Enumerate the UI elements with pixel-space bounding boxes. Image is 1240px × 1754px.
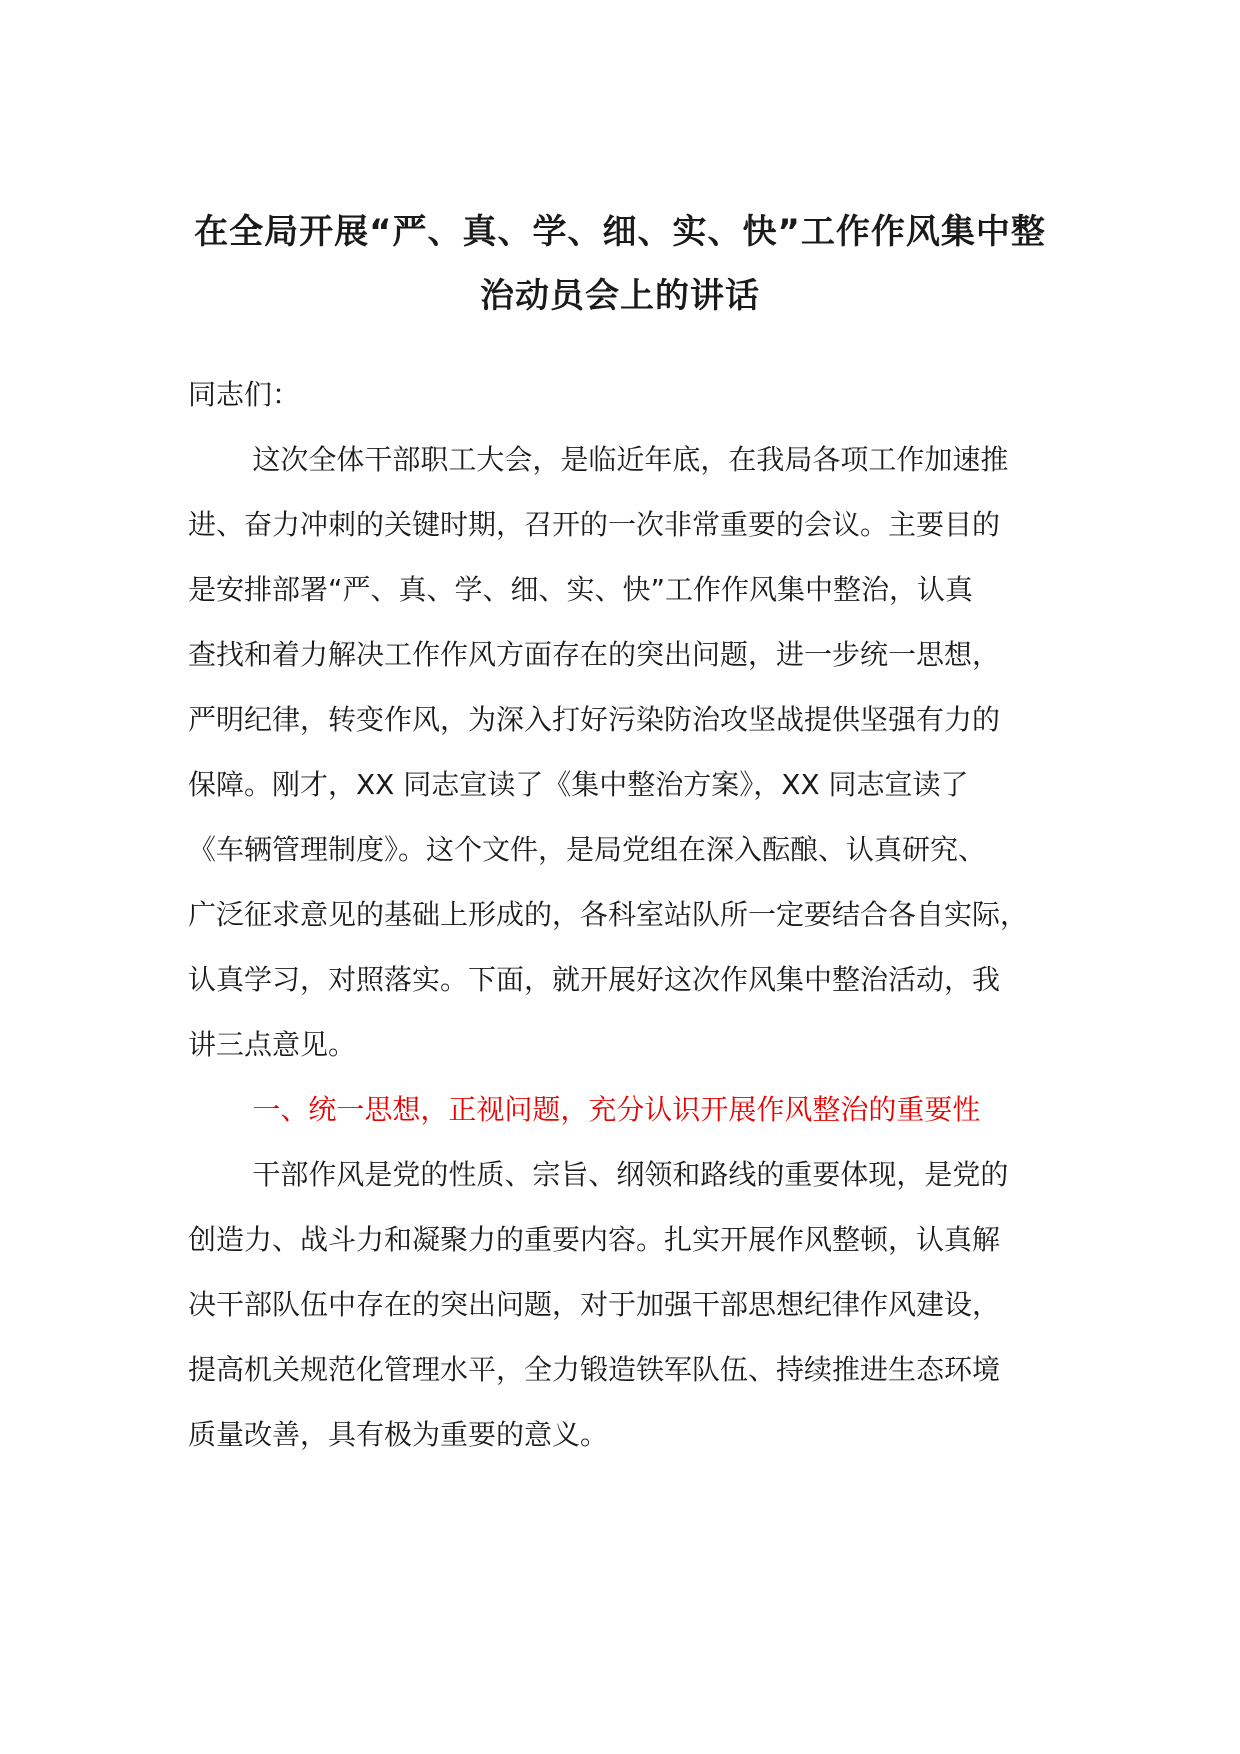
- paragraph-2-line: 决干部队伍中存在的突出问题，对于加强干部思想纪律作风建设，: [188, 1288, 1001, 1321]
- paragraph-2: [188, 1142, 1068, 1467]
- document-body: [188, 362, 1068, 1467]
- paragraph-1-line: 这次全体干部职工大会，是临近年底，在我局各项工作加速推: [252, 443, 1009, 476]
- paragraph-1-line: 保障。刚才，XX 同志宣读了《集中整治方案》，XX 同志宣读了: [188, 768, 969, 801]
- paragraph-2-line: 干部作风是党的性质、宗旨、纲领和路线的重要体现，是党的: [252, 1158, 1009, 1191]
- paragraph-1-line: 广泛征求意见的基础上形成的，各科室站队所一定要结合各自实际，: [188, 898, 1029, 931]
- paragraph-1-line: 《车辆管理制度》。这个文件，是局党组在深入酝酿、认真研究、: [188, 833, 987, 866]
- paragraph-2-line: 创造力、战斗力和凝聚力的重要内容。扎实开展作风整顿，认真解: [188, 1223, 1001, 1256]
- paragraph-2-line: 提高机关规范化管理水平，全力锻造铁军队伍、持续推进生态环境: [188, 1353, 1001, 1386]
- document-title: [180, 200, 1060, 328]
- paragraph-2-line: 质量改善，具有极为重要的意义。: [188, 1418, 609, 1451]
- paragraph-1-line: 认真学习，对照落实。下面，就开展好这次作风集中整治活动，我: [188, 963, 1001, 996]
- greeting: 同志们：: [188, 378, 301, 411]
- paragraph-1-line: 进、奋力冲刺的关键时期，召开的一次非常重要的会议。主要目的: [188, 508, 1001, 541]
- paragraph-1: [188, 427, 1068, 1077]
- paragraph-1-line: 是安排部署“严、真、学、细、实、快”工作作风集中整治，认真: [188, 573, 974, 606]
- title-line-1: 在全局开展“严、真、学、细、实、快”工作作风集中整: [194, 212, 1046, 252]
- paragraph-1-line: 严明纪律，转变作风，为深入打好污染防治攻坚战提供坚强有力的: [188, 703, 1001, 736]
- title-line-2: 治动员会上的讲话: [480, 276, 760, 316]
- paragraph-1-line: 查找和着力解决工作作风方面存在的突出问题，进一步统一思想，: [188, 638, 1001, 671]
- section-1-heading: 一、统一思想，正视问题，充分认识开展作风整治的重要性: [252, 1093, 981, 1126]
- paragraph-1-line: 讲三点意见。: [188, 1028, 357, 1061]
